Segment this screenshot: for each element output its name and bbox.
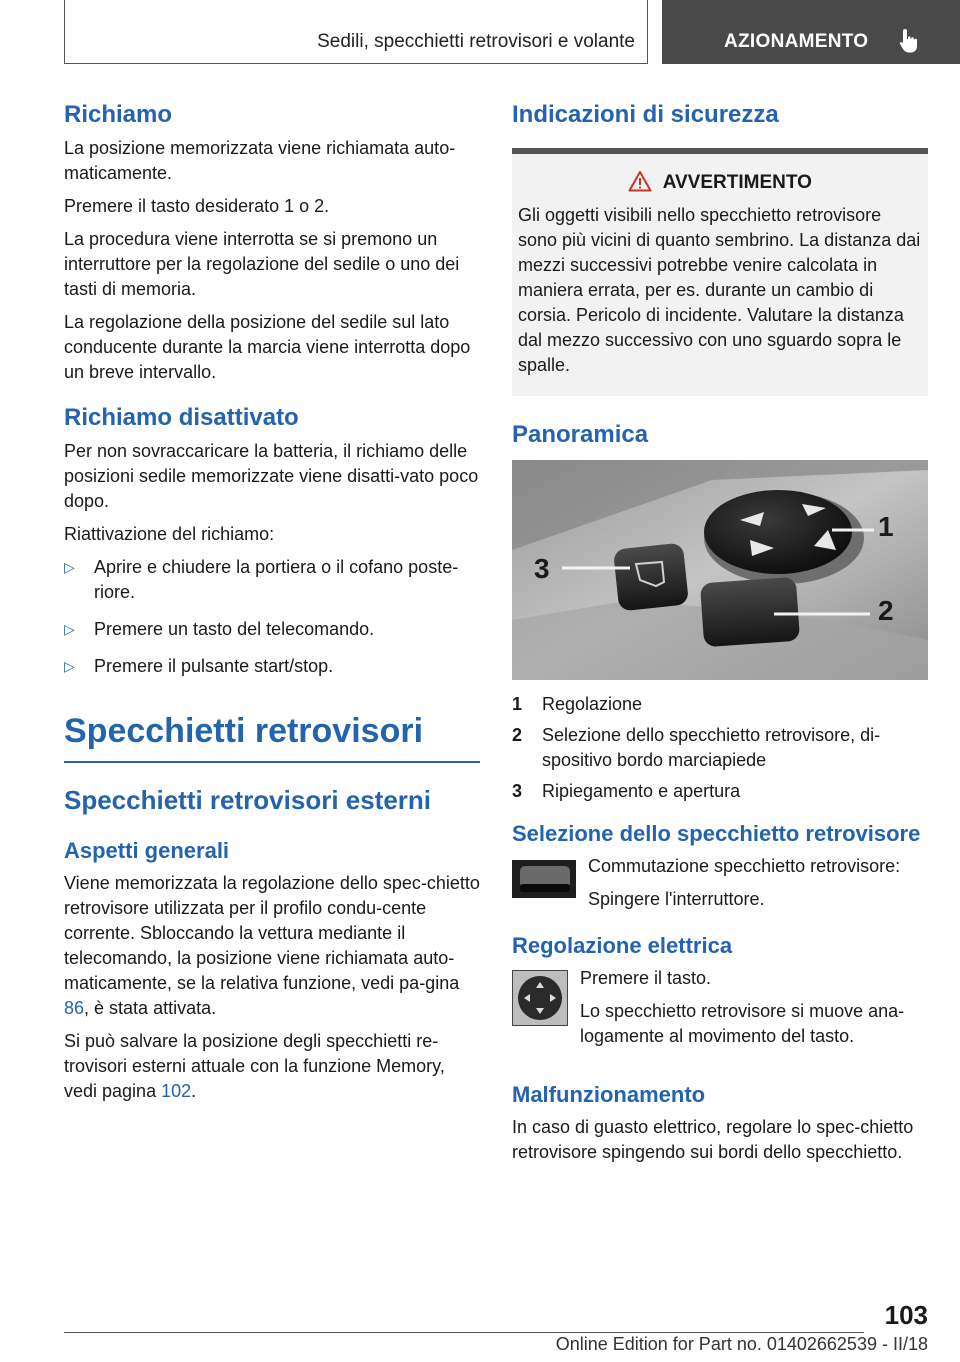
callout-1: 1 <box>878 511 894 542</box>
selezione-paragraph-1: Commutazione specchietto retrovisore: <box>588 856 901 876</box>
section-title-richiamo: Richiamo <box>64 101 173 128</box>
triangle-bullet-icon: ▷ <box>64 658 75 674</box>
right-column <box>512 100 928 1173</box>
malfunzionamento-paragraph-1: In caso di guasto elettrico, regolare lo spec-chietto retrovisore spingendo sui bordi dello specchietto. <box>512 1117 914 1162</box>
list-item: 3 Ripiegamento e apertura <box>512 781 741 801</box>
aspetti-paragraph-1: Viene memorizzata la regolazione dello spec-chietto retrovisore utilizzata per il profilo condu-cente corrente. Sbloccando la vettura mediante il telecomando, la posizione viene richiamata auto-maticamente, se la relativa funzione, vedi pa-gina 86, è stata attivata. <box>64 873 480 1018</box>
header-section-title: Sedili, specchietti retrovisori e volante <box>64 0 648 64</box>
warning-box <box>512 148 928 396</box>
chapter-title-specchietti: Specchietti retrovisori <box>64 709 480 763</box>
section-title-specchietti-esterni: Specchietti retrovisori esterni <box>64 785 432 815</box>
disattivato-paragraph-1: Per non sovraccaricare la batteria, il richiamo delle posizioni sedile memorizzate viene disatti-vato poco dopo. <box>64 441 479 511</box>
pointing-hand-icon <box>898 28 920 54</box>
section-title-selezione: Selezione dello specchietto retrovisore <box>512 821 921 846</box>
disattivato-paragraph-2: Riattivazione del richiamo: <box>64 524 275 544</box>
richiamo-paragraph-2: Premere il tasto desiderato 1 o 2. <box>64 196 330 216</box>
aspetti-paragraph-2: Si può salvare la posizione degli specchietti re-trovisori esterni attuale con la funzione Memory, vedi pagina 102. <box>64 1031 445 1101</box>
list-item: 2 Selezione dello specchietto retrovisore, di-spositivo bordo marciapiede <box>512 725 881 770</box>
mirror-adjust-knob-icon <box>512 970 568 1026</box>
section-title-malfunzionamento: Malfunzionamento <box>512 1082 706 1107</box>
footer-divider <box>64 1332 864 1333</box>
page-link-86[interactable]: 86 <box>64 998 85 1018</box>
triangle-bullet-icon: ▷ <box>64 559 75 575</box>
triangle-bullet-icon: ▷ <box>64 621 75 637</box>
section-title-panoramica: Panoramica <box>512 421 649 448</box>
list-item-text: Premere il pulsante start/stop. <box>94 656 334 676</box>
header-chapter-label: AZIONAMENTO <box>724 31 869 52</box>
regolazione-row <box>512 966 928 1049</box>
list-item-text: Aprire e chiudere la portiera o il cofano poste-riore. <box>94 557 459 602</box>
page-link-102[interactable]: 102 <box>161 1081 192 1101</box>
callout-2: 2 <box>878 595 894 626</box>
list-item <box>64 654 480 679</box>
warning-label: AVVERTIMENTO <box>662 172 812 193</box>
page-number: 103 <box>884 1300 928 1330</box>
list-item <box>64 555 480 605</box>
list-item <box>64 617 480 642</box>
section-title-richiamo-disattivato: Richiamo disattivato <box>64 404 299 431</box>
section-title-sicurezza: Indicazioni di sicurezza <box>512 101 779 128</box>
legend-list <box>512 692 928 804</box>
reactivation-list <box>64 555 480 679</box>
callout-3: 3 <box>534 553 550 584</box>
regolazione-paragraph-1: Premere il tasto. <box>580 968 712 988</box>
selezione-row <box>512 854 928 912</box>
richiamo-paragraph-4: La regolazione della posizione del sedile sul lato conducente durante la marcia viene interrotta dopo un breve intervallo. <box>64 312 471 382</box>
section-title-regolazione: Regolazione elettrica <box>512 933 733 958</box>
mirror-selector-button-icon <box>512 860 576 898</box>
regolazione-paragraph-2: Lo specchietto retrovisore si muove ana-logamente al movimento del tasto. <box>580 1001 905 1046</box>
warning-header <box>518 170 922 195</box>
header-chapter-tab <box>662 0 960 64</box>
section-title-aspetti-generali: Aspetti generali <box>64 838 230 863</box>
selezione-paragraph-2: Spingere l'interruttore. <box>588 889 765 909</box>
warning-triangle-icon <box>628 170 652 192</box>
warning-text: Gli oggetti visibili nello specchietto retrovisore sono più vicini di quanto sembrino. La distanza dai mezzi successivi potrebbe venire calcolata in maniera errata, per es. durante un cambio di corsia. Pericolo di incidente. Valutare la distanza dal mezzo successivo con uno sguardo sopra le spalle. <box>518 205 921 375</box>
list-item-text: Premere un tasto del telecomando. <box>94 619 375 639</box>
mirror-controls-photo <box>512 460 928 680</box>
left-column <box>64 100 480 1112</box>
footer-edition: Online Edition for Part no. 01402662539 - II/18 <box>555 1334 928 1354</box>
richiamo-paragraph-3: La procedura viene interrotta se si premono un interruttore per la regolazione del sedile o uno dei tasti di memoria. <box>64 229 460 299</box>
list-item: 1 Regolazione <box>512 694 643 714</box>
richiamo-paragraph-1: La posizione memorizzata viene richiamata auto-maticamente. <box>64 138 456 183</box>
